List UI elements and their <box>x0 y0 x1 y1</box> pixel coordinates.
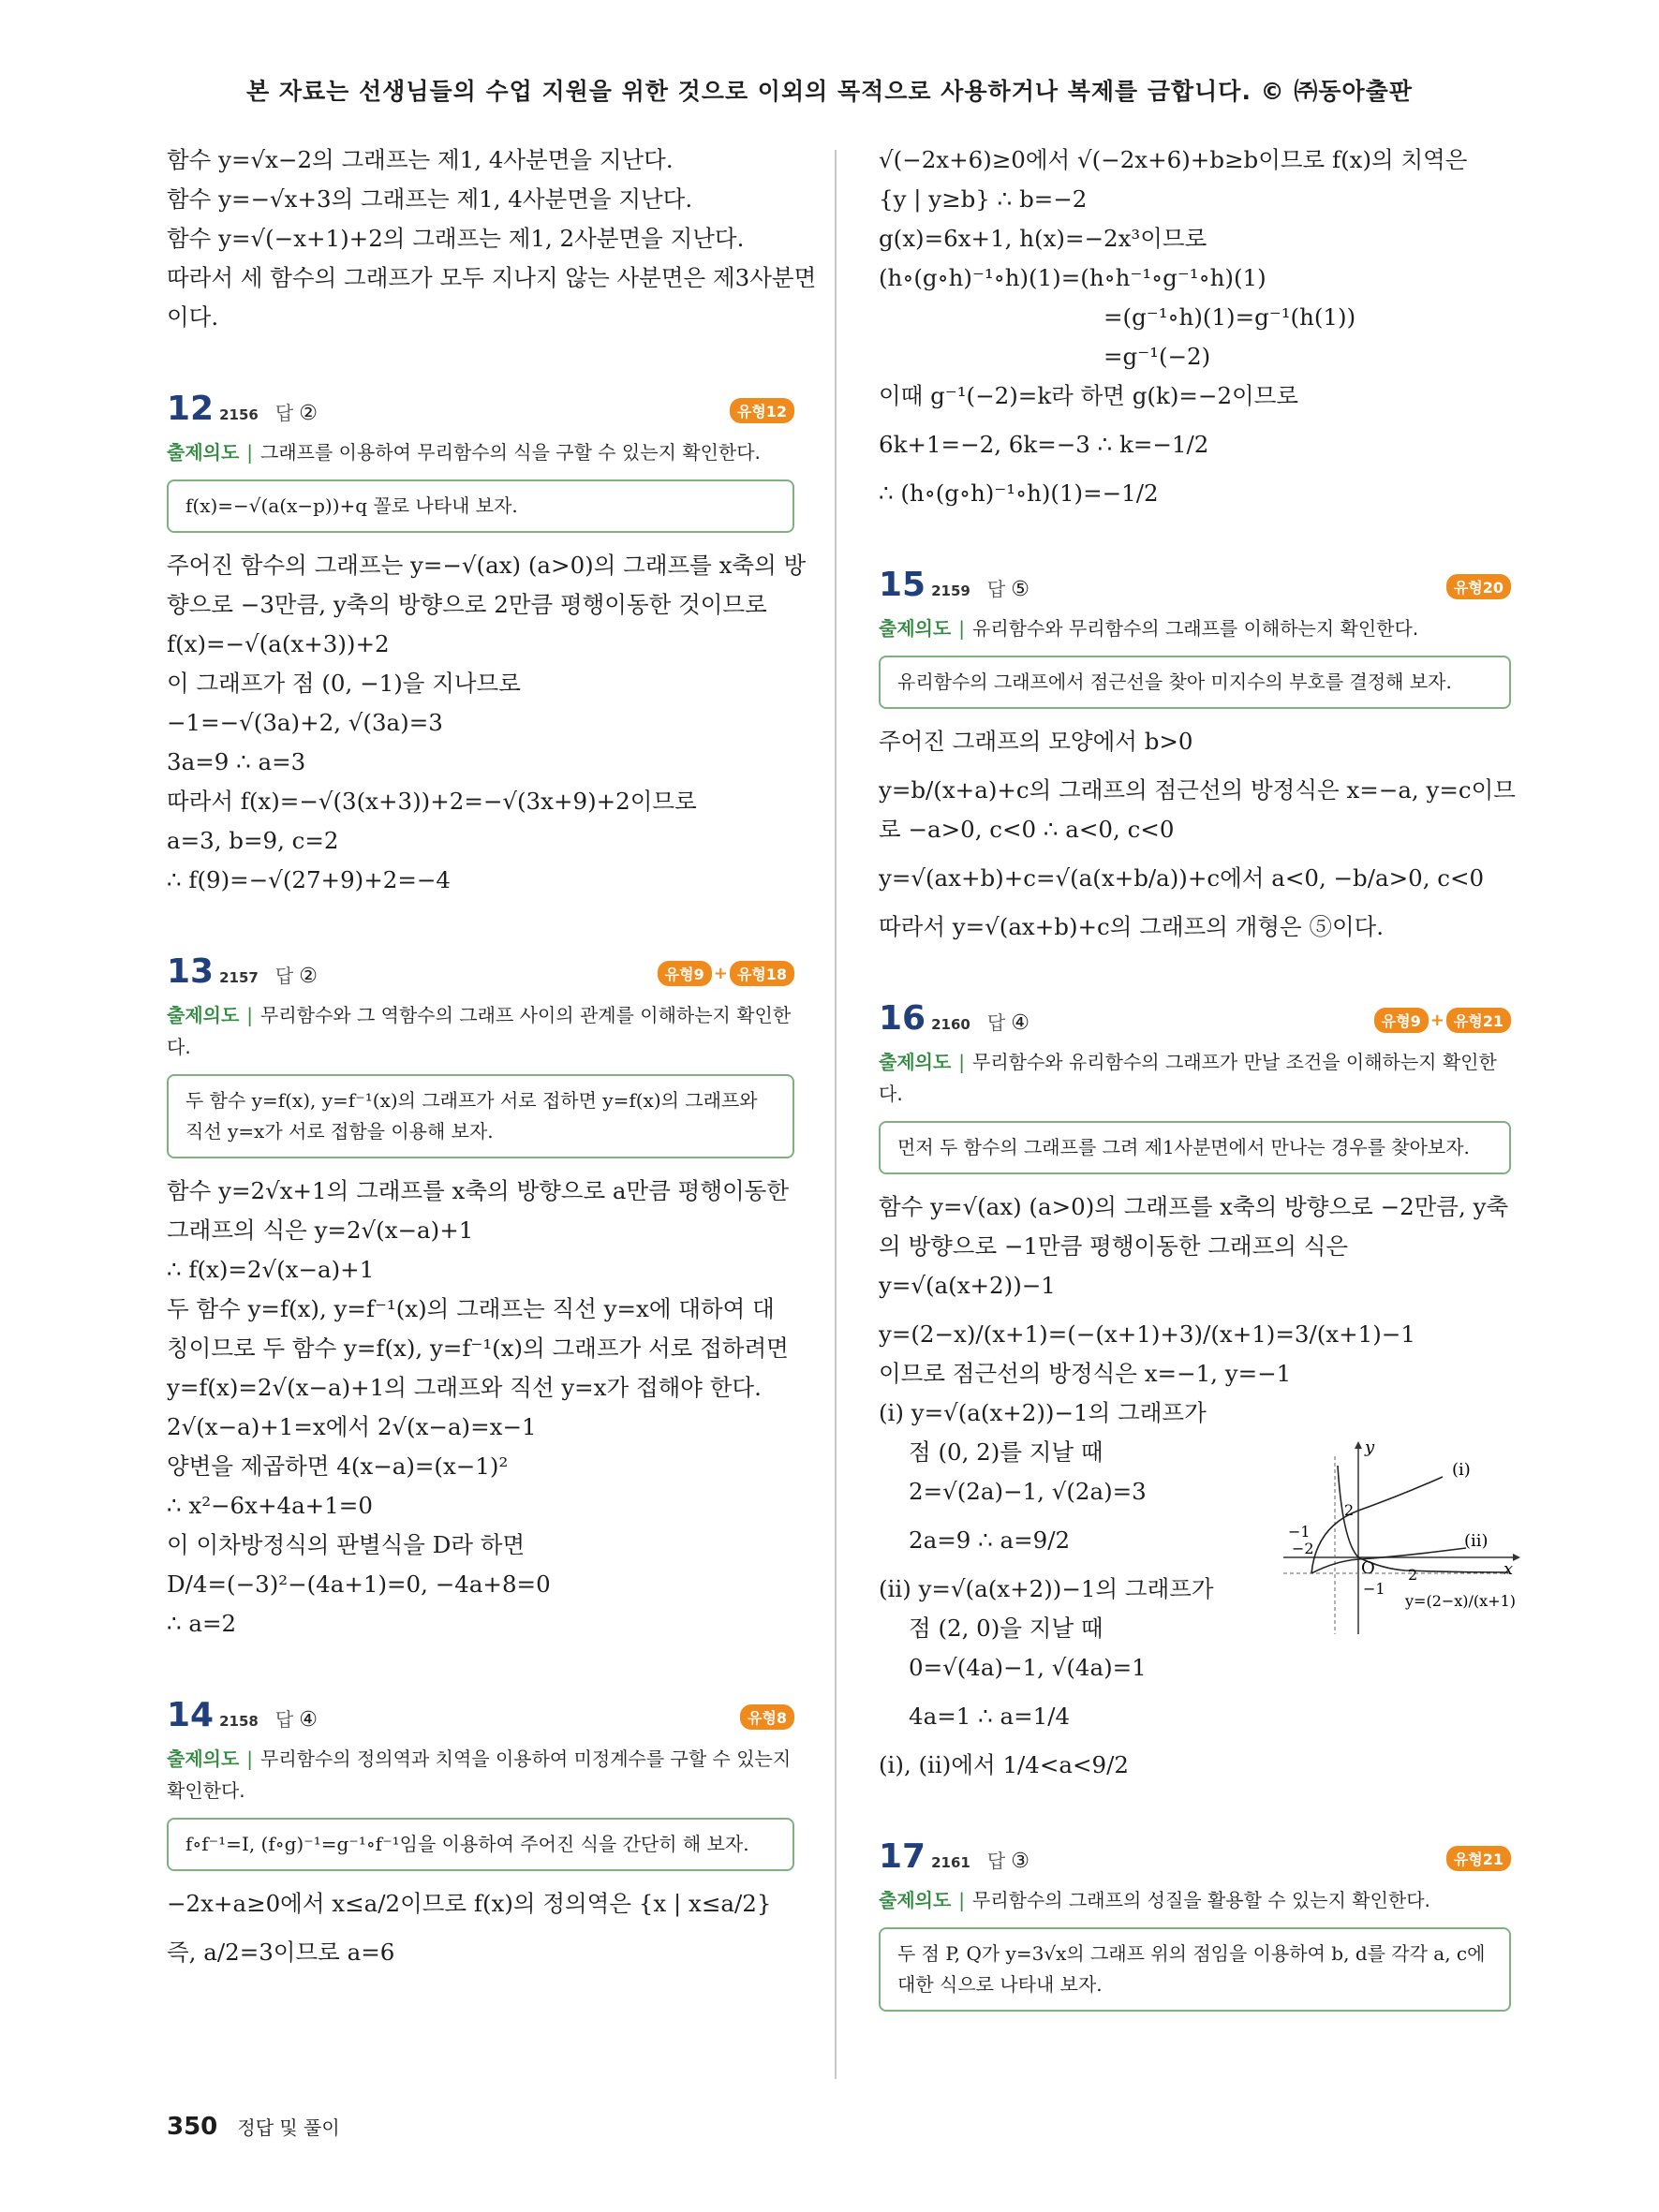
intent-label: 출제의도 <box>167 441 240 464</box>
question-number: 16 <box>879 999 926 1038</box>
text-line: 함수 y=√(ax) (a>0)의 그래프를 x축의 방향으로 −2만큼, y축 <box>879 1193 1509 1220</box>
intent-line: 출제의도 | 유리함수와 무리함수의 그래프를 이해하는지 확인한다. <box>879 617 1419 640</box>
text-line: ∴ a=2 <box>167 1610 237 1637</box>
hint-box: 두 함수 y=f(x), y=f⁻¹(x)의 그래프가 서로 접하면 y=f(x)의 그래프와 직선 y=x가 서로 접함을 이용해 보자. <box>167 1074 794 1158</box>
intent-label: 출제의도 <box>167 1747 240 1770</box>
intent-line: 출제의도 | 무리함수의 그래프의 성질을 활용할 수 있는지 확인한다. <box>879 1889 1430 1911</box>
text-line: 이므로 점근선의 방정식은 x=−1, y=−1 <box>879 1360 1292 1387</box>
text-line: y=f(x)=2√(x−a)+1의 그래프와 직선 y=x가 접해야 한다. <box>167 1374 762 1401</box>
hint-box: f∘f⁻¹=I, (f∘g)⁻¹=g⁻¹∘f⁻¹임을 이용하여 주어진 식을 간단히 해 보자. <box>167 1818 794 1871</box>
question-code: 2158 <box>219 1713 259 1730</box>
text-line: ∴ f(9)=−√(27+9)+2=−4 <box>167 866 451 893</box>
text-line: 이때 g⁻¹(−2)=k라 하면 g(k)=−2이므로 <box>879 382 1299 409</box>
text-line: 4a=1 ∴ a=1/4 <box>909 1703 1071 1730</box>
text-line: 주어진 그래프의 모양에서 b>0 <box>879 728 1193 755</box>
text-line: y=b/(x+a)+c의 그래프의 점근선의 방정식은 x=−a, y=c이므 <box>879 776 1516 804</box>
text-line: 0=√(4a)−1, √(4a)=1 <box>909 1654 1147 1681</box>
question-header <box>879 566 1511 607</box>
type-tags <box>730 398 794 423</box>
type-tags <box>1446 574 1511 599</box>
text-line: g(x)=6x+1, h(x)=−2x³이므로 <box>879 225 1207 252</box>
intent-line: 출제의도 | 무리함수의 정의역과 치역을 이용하여 미정계수를 구할 수 있는지 확인한다. <box>167 1747 792 1802</box>
tick-label: −1 <box>1288 1523 1311 1541</box>
answer-icon: 답 <box>986 1011 1006 1034</box>
y-axis-arrow-icon <box>1355 1441 1362 1449</box>
question-header <box>167 1696 794 1737</box>
question-number: 15 <box>879 566 926 604</box>
text-line: 함수 y=2√x+1의 그래프를 x축의 방향으로 a만큼 평행이동한 <box>167 1177 789 1204</box>
text-line: D/4=(−3)²−(4a+1)=0, −4a+8=0 <box>167 1571 551 1598</box>
text-line: 양변을 제곱하면 4(x−a)=(x−1)² <box>167 1453 509 1480</box>
answer-value: ④ <box>299 1708 318 1732</box>
text-line: −1=−√(3a)+2, √(3a)=3 <box>167 709 443 736</box>
page-title: 정답 및 풀이 <box>237 2116 340 2139</box>
intent-text: 무리함수의 그래프의 성질을 활용할 수 있는지 확인한다. <box>972 1889 1430 1911</box>
question-header <box>879 1837 1511 1879</box>
text-line: 이 그래프가 점 (0, −1)을 지나므로 <box>167 670 521 697</box>
text-line: 함수 y=−√x+3의 그래프는 제1, 4사분면을 지난다. <box>167 185 693 213</box>
question-header <box>879 999 1511 1040</box>
intent-line: 출제의도 | 무리함수와 그 역함수의 그래프 사이의 관계를 이해하는지 확인한다. <box>167 1004 792 1058</box>
hint-box: 먼저 두 함수의 그래프를 그려 제1사분면에서 만나는 경우를 찾아보자. <box>879 1121 1511 1174</box>
right-column <box>879 140 1516 2025</box>
type-tags: 유형9 + 유형21 <box>1374 1008 1511 1033</box>
text-line: (ii) y=√(a(x+2))−1의 그래프가 <box>879 1575 1214 1602</box>
curve-i <box>1311 1477 1443 1573</box>
answer-icon: 답 <box>274 965 294 987</box>
type-tag: 유형21 <box>1446 1846 1511 1871</box>
text-line: 함수 y=√x−2의 그래프는 제1, 4사분면을 지난다. <box>167 146 674 173</box>
text-line: 6k+1=−2, 6k=−3 ∴ k=−1/2 <box>879 431 1209 458</box>
curve-label: y=(2−x)/(x+1) <box>1405 1592 1517 1610</box>
answer-value: ② <box>299 402 318 425</box>
intent-label: 출제의도 <box>879 1051 952 1073</box>
text-line: ∴ (h∘(g∘h)⁻¹∘h)(1)=−1/2 <box>879 479 1159 507</box>
text-line: a=3, b=9, c=2 <box>167 827 339 854</box>
intent-label: 출제의도 <box>879 617 952 640</box>
text-line: −2x+a≥0에서 x≤a/2이므로 f(x)의 정의역은 {x | x≤a/2} <box>167 1890 772 1917</box>
text-line: 이다. <box>167 303 219 331</box>
text-line: 주어진 함수의 그래프는 y=−√(ax) (a>0)의 그래프를 x축의 방 <box>167 552 807 579</box>
text-line: 2√(x−a)+1=x에서 2√(x−a)=x−1 <box>167 1413 537 1440</box>
answer-value: ② <box>299 965 318 988</box>
hint-box: f(x)=−√(a(x−p))+q 꼴로 나타내 보자. <box>167 479 794 533</box>
type-tag: 유형8 <box>740 1704 794 1730</box>
y-axis-label: y <box>1365 1438 1375 1457</box>
type-tag: 유형9 <box>1374 1008 1429 1033</box>
text-line: y=(2−x)/(x+1)=(−(x+1)+3)/(x+1)=3/(x+1)−1 <box>879 1320 1415 1348</box>
question-code: 2157 <box>219 969 259 986</box>
column-divider <box>835 150 837 2079</box>
intent-line: 출제의도 | 무리함수와 유리함수의 그래프가 만날 조건을 이해하는지 확인한다. <box>879 1051 1497 1105</box>
text-line: 따라서 세 함수의 그래프가 모두 지나지 않는 사분면은 제3사분면 <box>167 264 817 291</box>
intro-solution <box>167 140 817 337</box>
intent-label: 출제의도 <box>879 1889 952 1911</box>
text-line: ∴ x²−6x+4a+1=0 <box>167 1492 373 1519</box>
type-tags <box>740 1704 794 1730</box>
text-line: 칭이므로 두 함수 y=f(x), y=f⁻¹(x)의 그래프가 서로 접하려면 <box>167 1335 789 1362</box>
page-number: 350 <box>167 2113 218 2141</box>
text-line: 따라서 f(x)=−√(3(x+3))+2=−√(3x+9)+2이므로 <box>167 788 697 815</box>
rational-curve <box>1338 1466 1508 1572</box>
curve-label: (i) <box>1452 1460 1471 1480</box>
page-footer <box>167 2113 340 2141</box>
tick-label: −1 <box>1363 1580 1385 1598</box>
intent-text: 무리함수와 그 역함수의 그래프 사이의 관계를 이해하는지 확인한다. <box>167 1004 792 1058</box>
text-line: y=√(a(x+2))−1 <box>879 1272 1056 1299</box>
question-15 <box>879 566 1516 947</box>
intent-line: 출제의도 | 그래프를 이용하여 무리함수의 식을 구할 수 있는지 확인한다. <box>167 441 761 464</box>
intent-text: 무리함수와 유리함수의 그래프가 만날 조건을 이해하는지 확인한다. <box>879 1051 1497 1105</box>
answer-icon: 답 <box>274 1708 294 1731</box>
text-line: 2=√(2a)−1, √(2a)=3 <box>909 1478 1147 1505</box>
hint-box: 두 점 P, Q가 y=3√x의 그래프 위의 점임을 이용하여 b, d를 각각 a, c에 대한 식으로 나타내 보자. <box>879 1927 1511 2012</box>
question-code: 2159 <box>931 582 970 599</box>
text-line: 따라서 y=√(ax+b)+c의 그래프의 개형은 ⑤이다. <box>879 913 1385 940</box>
text-line: 2a=9 ∴ a=9/2 <box>909 1526 1071 1554</box>
text-line: 의 방향으로 −1만큼 평행이동한 그래프의 식은 <box>879 1232 1349 1260</box>
question-number: 14 <box>167 1696 215 1734</box>
question-14 <box>167 1696 794 1972</box>
answer-value: ③ <box>1011 1850 1029 1873</box>
text-line: 그래프의 식은 y=2√(x−a)+1 <box>167 1217 474 1244</box>
answer-icon: 답 <box>986 578 1006 600</box>
intent-text: 유리함수와 무리함수의 그래프를 이해하는지 확인한다. <box>972 617 1419 640</box>
text-line: =(g⁻¹∘h)(1)=g⁻¹(h(1)) <box>1104 303 1356 331</box>
text-line: {y | y≥b} ∴ b=−2 <box>879 185 1088 213</box>
question-14-continued <box>879 140 1511 513</box>
left-column <box>167 140 817 1972</box>
text-line: 즉, a/2=3이므로 a=6 <box>167 1939 395 1966</box>
question-code: 2156 <box>219 406 259 423</box>
text-line: √(−2x+6)≥0에서 √(−2x+6)+b≥b이므로 f(x)의 치역은 <box>879 146 1468 173</box>
question-code: 2160 <box>931 1016 970 1033</box>
text-line: (h∘(g∘h)⁻¹∘h)(1)=(h∘h⁻¹∘g⁻¹∘h)(1) <box>879 264 1266 291</box>
intent-text: 그래프를 이용하여 무리함수의 식을 구할 수 있는지 확인한다. <box>260 441 761 464</box>
text-line: 점 (0, 2)를 지날 때 <box>909 1438 1104 1466</box>
text-line: 점 (2, 0)을 지날 때 <box>909 1615 1104 1642</box>
text-line: ∴ f(x)=2√(x−a)+1 <box>167 1256 375 1283</box>
type-tag: 유형21 <box>1446 1008 1511 1033</box>
answer-value: ⑤ <box>1011 578 1029 601</box>
question-number: 13 <box>167 952 215 991</box>
hint-box: 유리함수의 그래프에서 점근선을 찾아 미지수의 부호를 결정해 보자. <box>879 656 1511 709</box>
intent-label: 출제의도 <box>167 1004 240 1026</box>
text-line: 향으로 −3만큼, y축의 방향으로 2만큼 평행이동한 것이므로 <box>167 591 767 618</box>
x-axis-label: x <box>1503 1559 1514 1579</box>
question-header <box>167 952 794 994</box>
text-line: =g⁻¹(−2) <box>1104 343 1211 370</box>
text-line: (i), (ii)에서 1/4<a<9/2 <box>879 1751 1129 1778</box>
question-header <box>167 390 794 431</box>
type-tag: 유형20 <box>1446 574 1511 599</box>
origin-label: O <box>1361 1558 1375 1578</box>
answer-icon: 답 <box>274 402 294 424</box>
text-line: 두 함수 y=f(x), y=f⁻¹(x)의 그래프는 직선 y=x에 대하여 대 <box>167 1295 775 1322</box>
copyright-notice: 본 자료는 선생님들의 수업 지원을 위한 것으로 이외의 목적으로 사용하거나 복제를 금합니다. © ㈜동아출판 <box>246 78 1413 105</box>
curve-label: (ii) <box>1464 1531 1489 1551</box>
text-line: 로 −a>0, c<0 ∴ a<0, c<0 <box>879 816 1175 843</box>
text-line: f(x)=−√(a(x+3))+2 <box>167 630 390 657</box>
tick-label: −2 <box>1292 1540 1314 1557</box>
question-12 <box>167 390 807 900</box>
answer-value: ④ <box>1011 1011 1029 1035</box>
text-line: 3a=9 ∴ a=3 <box>167 748 306 775</box>
q16-graph <box>1279 1438 1522 1639</box>
type-tag: 유형12 <box>730 398 794 423</box>
x-axis-arrow-icon <box>1513 1554 1520 1561</box>
question-13 <box>167 952 794 1644</box>
text-line: 함수 y=√(−x+1)+2의 그래프는 제1, 2사분면을 지난다. <box>167 225 745 252</box>
question-16 <box>879 999 1514 1785</box>
question-number: 17 <box>879 1837 926 1876</box>
type-tag: 유형18 <box>730 961 794 986</box>
type-tag: 유형9 <box>658 961 712 986</box>
tick-label: 2 <box>1344 1501 1355 1519</box>
intent-text: 무리함수의 정의역과 치역을 이용하여 미정계수를 구할 수 있는지 확인한다. <box>167 1747 792 1802</box>
type-tags: 유형9 + 유형18 <box>658 961 794 986</box>
text-line: y=√(ax+b)+c=√(a(x+b/a))+c에서 a<0, −b/a>0, c<0 <box>879 864 1485 892</box>
question-17 <box>879 1837 1511 2012</box>
tick-label: 2 <box>1408 1566 1418 1584</box>
answer-icon: 답 <box>986 1850 1006 1872</box>
type-tags <box>1446 1846 1511 1871</box>
question-number: 12 <box>167 390 215 428</box>
text-line: (i) y=√(a(x+2))−1의 그래프가 <box>879 1399 1207 1426</box>
question-code: 2161 <box>931 1854 970 1871</box>
text-line: 이 이차방정식의 판별식을 D라 하면 <box>167 1531 526 1558</box>
